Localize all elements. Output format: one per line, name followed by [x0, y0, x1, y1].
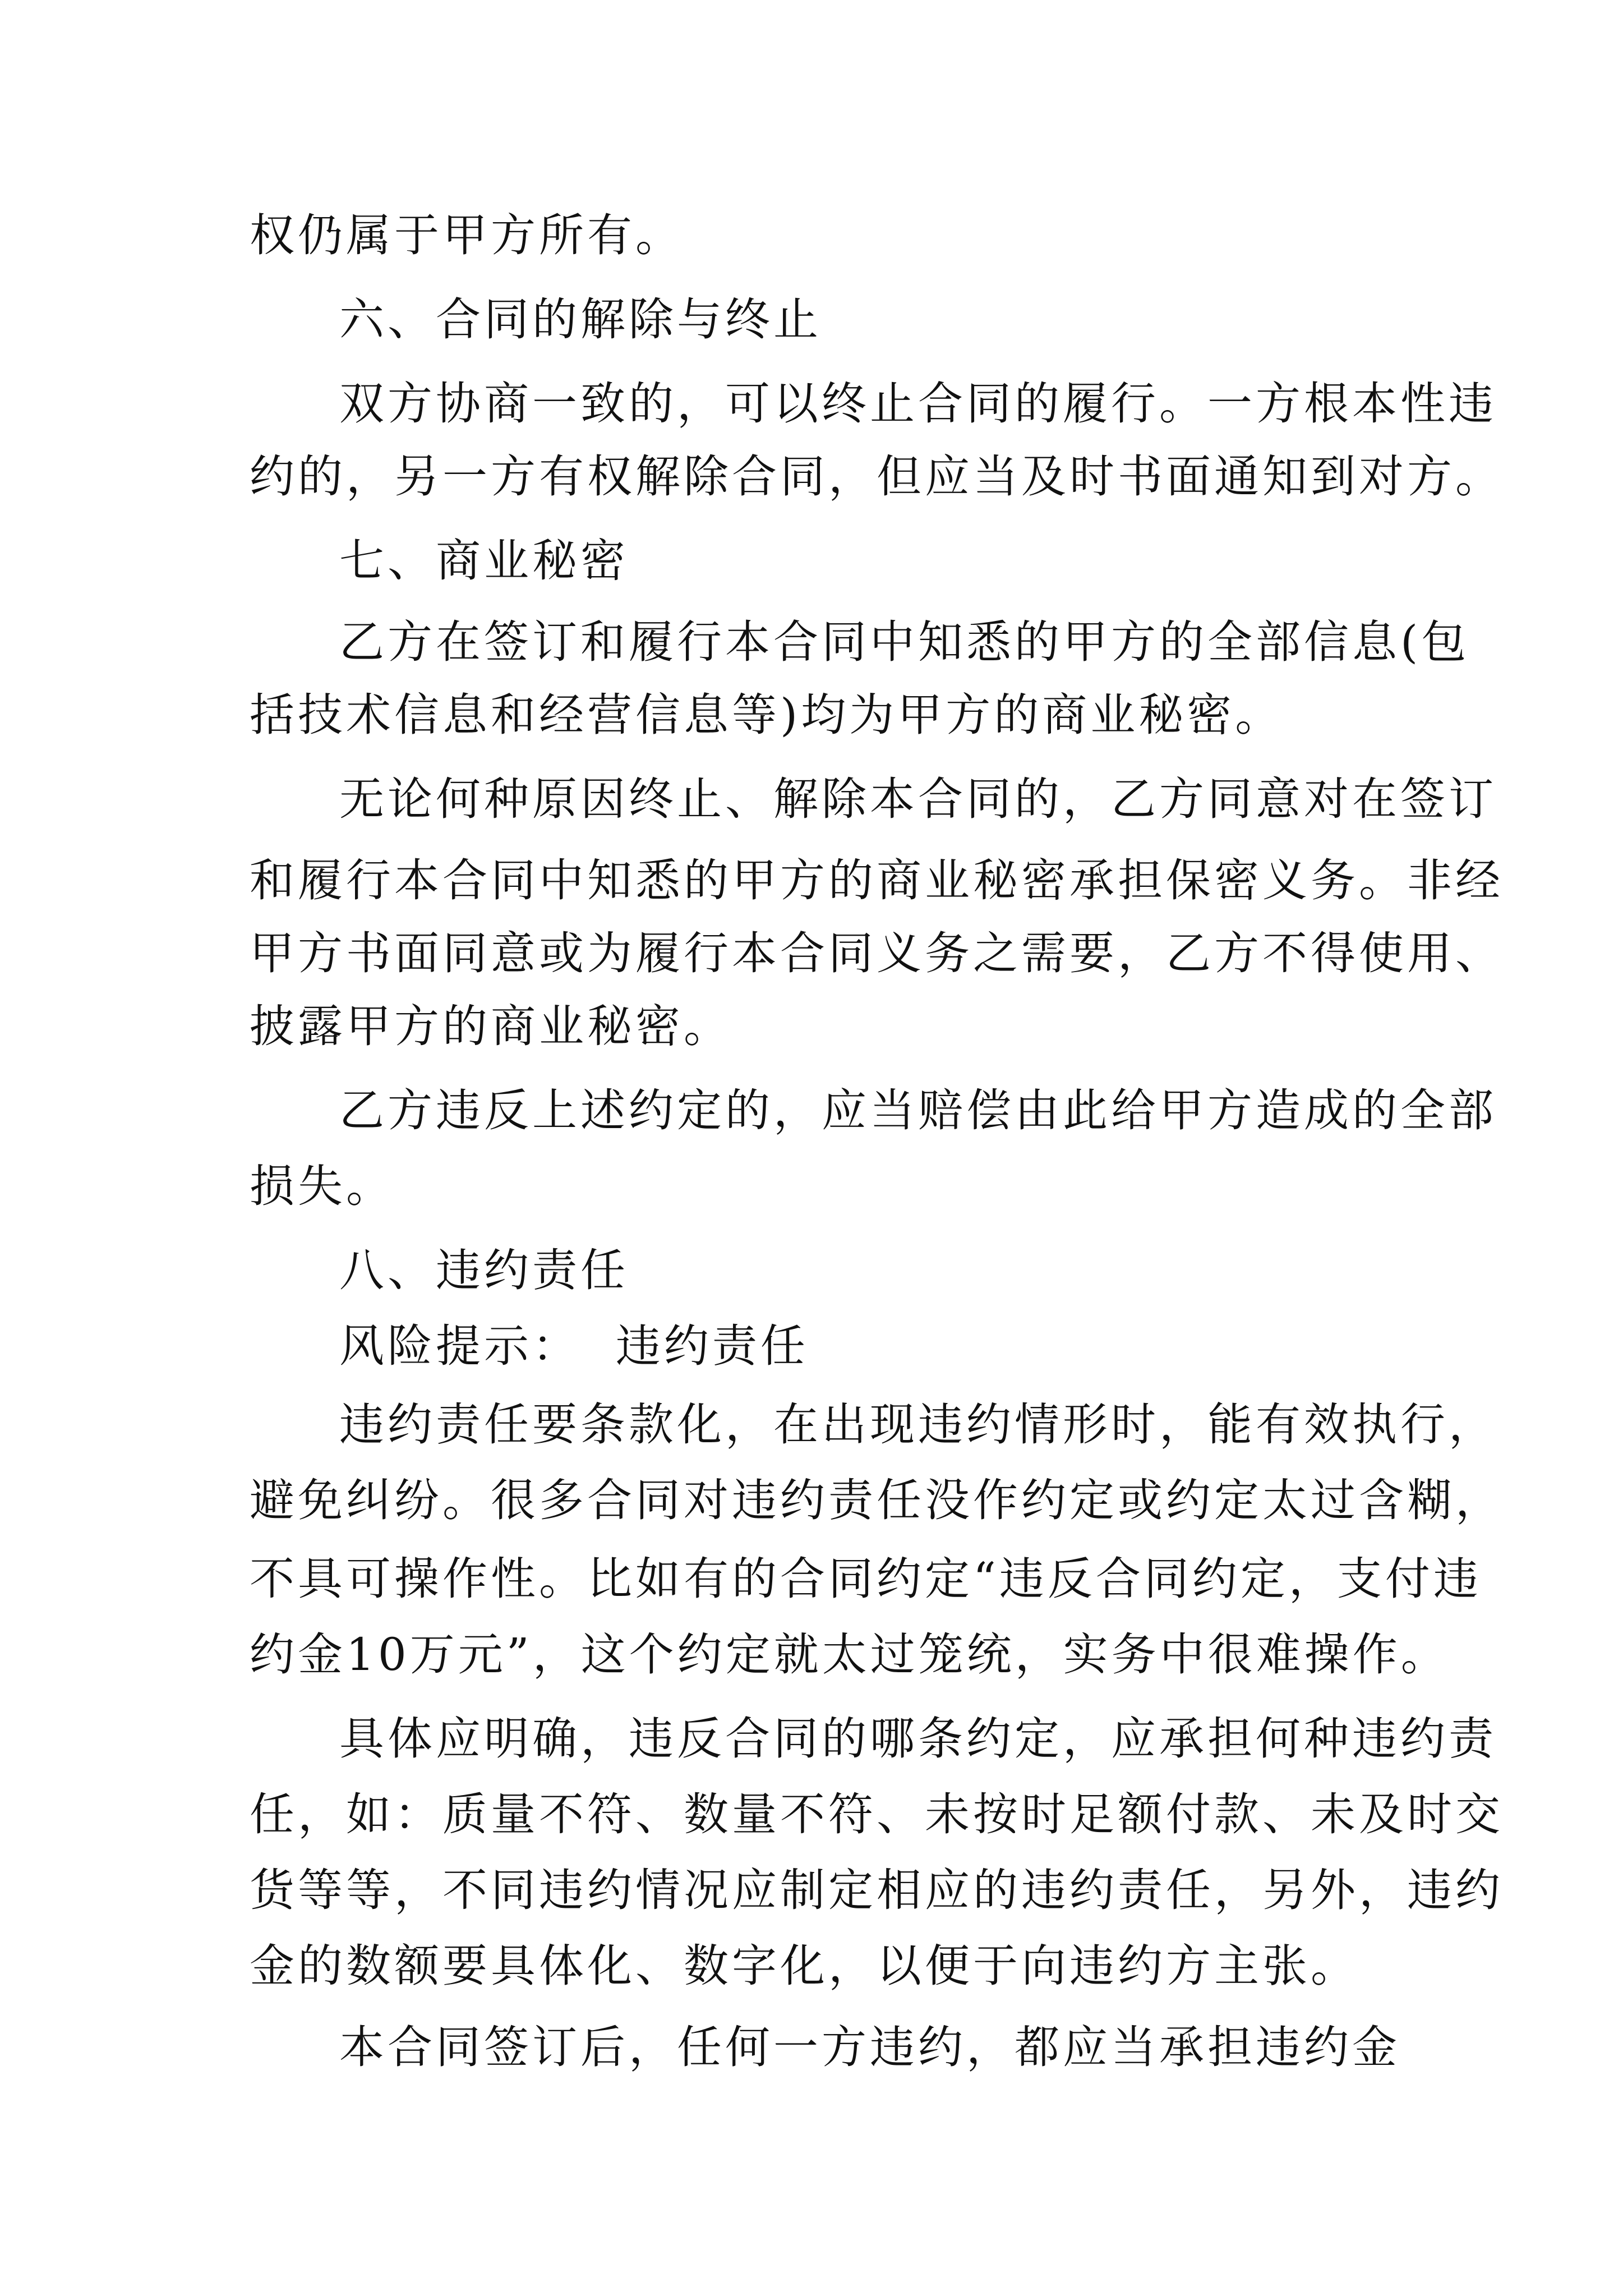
- text-line-21: 任，如：质量不符、数量不符、未按时足额付款、未及时交: [250, 1788, 1504, 1841]
- text-line-12: 乙方违反上述约定的，应当赔偿由此给甲方造成的全部: [339, 1084, 1497, 1137]
- section-heading-7: 七、商业秘密: [339, 535, 629, 587]
- text-line-7: 括技术信息和经营信息等)均为甲方的商业秘密。: [250, 689, 1284, 741]
- text-line-24: 本合同签订后，任何一方违约，都应当承担违约金: [339, 2021, 1400, 2073]
- text-line-22: 货等等，不同违约情况应制定相应的违约责任，另外，违约: [250, 1864, 1504, 1916]
- text-line-3: 双方协商一致的，可以终止合同的履行。一方根本性违: [339, 378, 1497, 430]
- section-heading-8: 八、违约责任: [339, 1244, 629, 1296]
- text-line-8: 无论何种原因终止、解除本合同的，乙方同意对在签订: [339, 773, 1497, 825]
- text-line-23: 金的数额要具体化、数字化，以便于向违约方主张。: [250, 1940, 1359, 1992]
- text-line-1: 权仍属于甲方所有。: [250, 209, 684, 261]
- text-line-10: 甲方书面同意或为履行本合同义务之需要，乙方不得使用、: [250, 927, 1504, 979]
- text-line-16: 违约责任要条款化，在出现违约情形时，能有效执行，: [339, 1398, 1497, 1451]
- risk-tip-heading: 风险提示： 违约责任: [339, 1320, 809, 1372]
- section-heading-6: 六、合同的解除与终止: [339, 293, 822, 346]
- text-line-6: 乙方在签订和履行本合同中知悉的甲方的全部信息(包: [339, 616, 1470, 668]
- text-line-18: 不具可操作性。比如有的合同约定“违反合同约定，支付违: [250, 1553, 1482, 1605]
- text-line-17: 避免纠纷。很多合同对违约责任没作约定或约定太过含糊，: [250, 1474, 1504, 1526]
- text-line-4: 约的，另一方有权解除合同，但应当及时书面通知到对方。: [250, 450, 1504, 503]
- text-line-11: 披露甲方的商业秘密。: [250, 1000, 732, 1052]
- text-line-9: 和履行本合同中知悉的甲方的商业秘密承担保密义务。非经: [250, 854, 1504, 907]
- text-line-20: 具体应明确，违反合同的哪条约定，应承担何种违约责: [339, 1713, 1497, 1765]
- text-line-13: 损失。: [250, 1160, 394, 1212]
- text-line-19: 约金10万元”，这个约定就太过笼统，实务中很难操作。: [250, 1628, 1449, 1681]
